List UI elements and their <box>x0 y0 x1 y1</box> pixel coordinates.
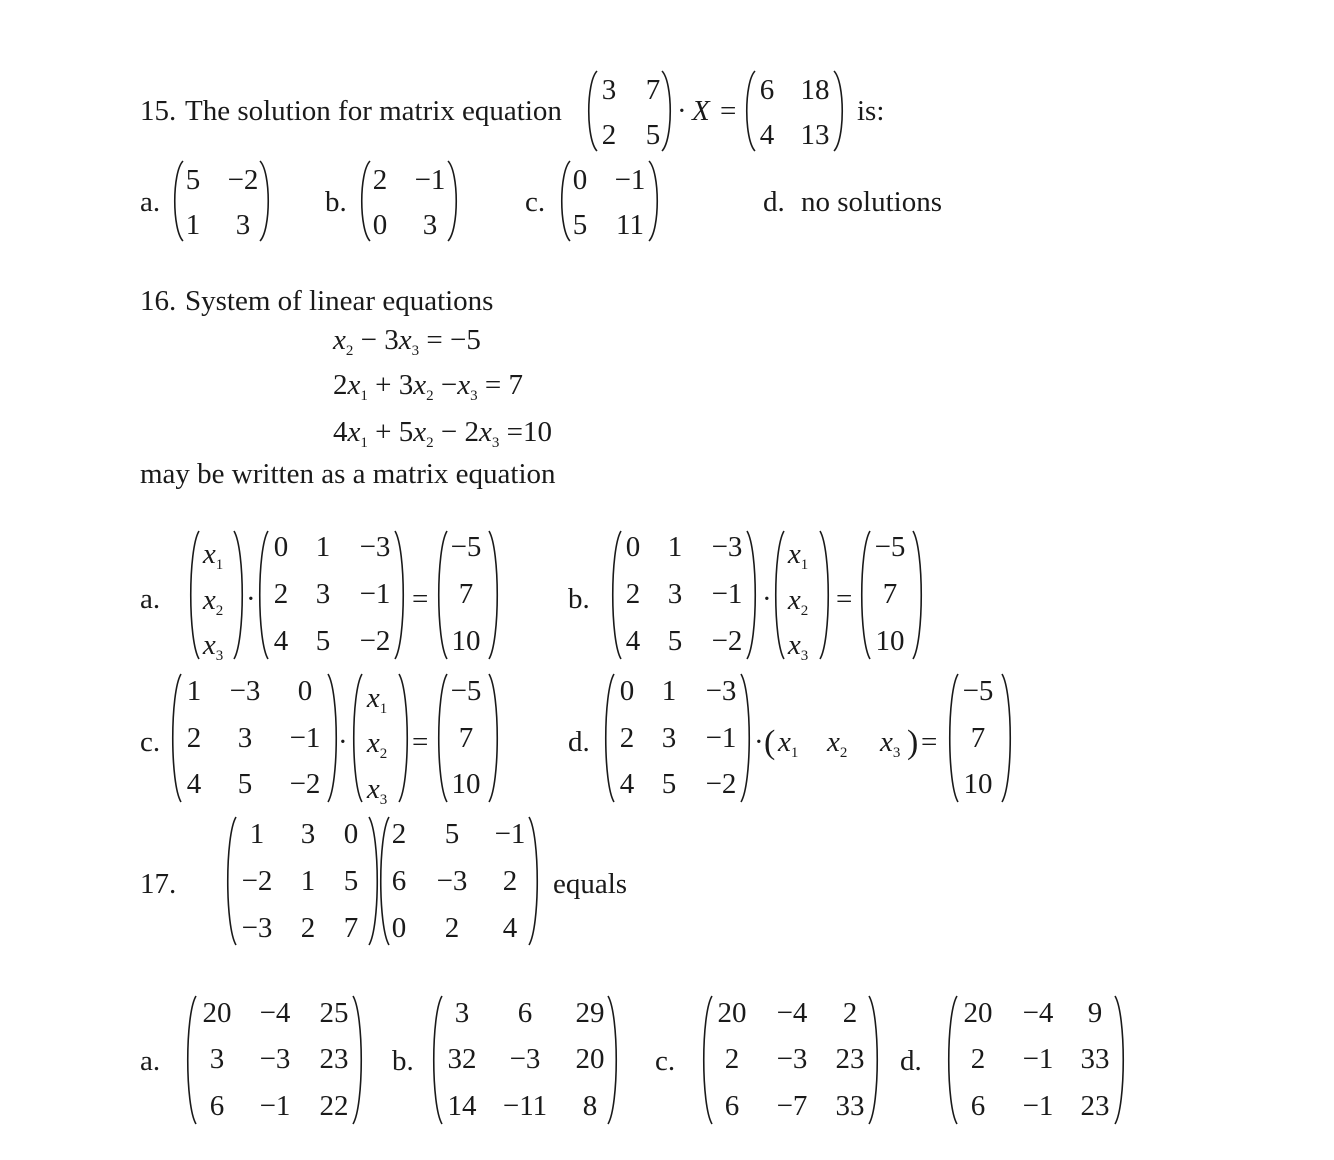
equation-term <box>333 369 360 401</box>
q17-option-1-letter: b. <box>392 1045 414 1077</box>
q16-option-c-rhs-left-paren <box>435 673 449 803</box>
q16-option-b-x-vector-entry <box>787 629 809 664</box>
variable-index: 2 <box>345 343 354 359</box>
q16-option-d-coeff-matrix-cell: 4 <box>619 768 635 800</box>
q16-option-d-rhs-entry: −5 <box>962 675 994 707</box>
q17-matrix-b-cell: 6 <box>391 865 407 897</box>
q16-option-d-rhs-right-paren <box>1000 673 1014 803</box>
q16-option-b-coeff-matrix-cell: −3 <box>711 531 743 563</box>
q15-number: 15. <box>140 95 177 127</box>
q17-matrix-b-cell: −1 <box>494 818 526 850</box>
q16-option-c-coeff-matrix-cell: −1 <box>289 722 321 754</box>
q15-option-0-matrix-right-paren <box>258 160 272 242</box>
q15-option-1-matrix-cell: 3 <box>422 209 438 241</box>
equation-term: − 3 <box>353 324 399 356</box>
variable-index: 3 <box>470 388 478 404</box>
q17-option-3-matrix-cell: 6 <box>970 1090 986 1122</box>
q17-option-3-matrix-right-paren <box>1113 995 1127 1125</box>
variable: x <box>787 538 801 570</box>
q17-option-2-matrix-right-paren <box>867 995 881 1125</box>
coefficient: 2 <box>333 369 348 401</box>
q15-matrix-a-cell: 3 <box>601 74 617 106</box>
variable-index: 2 <box>379 746 388 762</box>
variable: x <box>787 629 801 661</box>
q16-option-a-coeff-matrix-cell: 0 <box>273 531 289 563</box>
q16-option-a-x-vector-entry <box>202 584 224 619</box>
q16-option-a-rhs-right-paren <box>487 530 501 660</box>
q16-option-b-coeff-matrix-right-paren <box>745 530 759 660</box>
q16-option-c-x-vector-entry <box>366 727 388 762</box>
q17-option-3-matrix-cell: −4 <box>1022 997 1054 1029</box>
q15-matrix-a-cell: 5 <box>645 119 661 151</box>
q16-option-c-x-vector-left-paren <box>350 673 364 803</box>
q16-option-b-rhs-entry: −5 <box>874 531 906 563</box>
q17-option-0-matrix-cell: −1 <box>259 1090 291 1122</box>
variable: x <box>787 584 801 616</box>
q16-option-a-coeff-matrix-cell: 3 <box>315 578 331 610</box>
q16-option-b-coeff-matrix-cell: 4 <box>625 625 641 657</box>
q16-option-d-coeff-matrix-left-paren <box>602 673 616 803</box>
q17-matrix-b-cell: 2 <box>444 912 460 944</box>
q16-option-a-rhs-entry: 10 <box>451 625 481 657</box>
q17-option-3-matrix-cell: −1 <box>1022 1043 1054 1075</box>
q16-option-b-x-vector-right-paren <box>818 530 832 660</box>
variable: x <box>366 773 380 805</box>
q15-option-1-matrix-cell: 2 <box>372 164 388 196</box>
q15-option-0-matrix-cell: 1 <box>185 209 201 241</box>
q16-option-a-dot: · <box>246 583 256 615</box>
q15-matrix-b-left-paren <box>743 70 757 152</box>
q17-option-0-matrix-cell: 23 <box>319 1043 349 1075</box>
q17-option-0-matrix-right-paren <box>351 995 365 1125</box>
q16-option-d-coeff-matrix-right-paren <box>739 673 753 803</box>
q17-option-1-matrix-cell: 8 <box>582 1090 598 1122</box>
equation-term: + 3 <box>367 369 414 401</box>
q17-matrix-b-cell: 2 <box>391 818 407 850</box>
variable: x <box>202 629 216 661</box>
q15-matrix-a-right-paren <box>660 70 674 152</box>
q17-option-3-matrix-cell: −1 <box>1022 1090 1054 1122</box>
q15-option-0-letter: a. <box>140 186 161 218</box>
q17-option-0-matrix-cell: 25 <box>319 997 349 1029</box>
q16-option-a-equals: = <box>412 583 429 615</box>
q15-tail: is: <box>857 95 885 127</box>
equation-term: + 5 <box>367 416 414 448</box>
q17-option-3-letter: d. <box>900 1045 922 1077</box>
q16-option-b-letter: b. <box>568 583 590 615</box>
q16-option-b-coeff-matrix-cell: −1 <box>711 578 743 610</box>
variable: x <box>347 416 361 448</box>
q15-option-3-text: no solutions <box>801 186 942 218</box>
q16-option-b-x-vector-entry <box>787 538 809 573</box>
q16-option-a-coeff-matrix-right-paren <box>393 530 407 660</box>
q17-option-0-matrix-cell: 22 <box>319 1090 349 1122</box>
variable-index: 1 <box>215 557 224 573</box>
q17-option-3-matrix-left-paren <box>945 995 959 1125</box>
q15-matrix-b-cell: 4 <box>759 119 775 151</box>
equation-term: x <box>333 324 346 356</box>
variable-index: 3 <box>411 343 420 359</box>
q16-option-b-coeff-matrix-cell: 0 <box>625 531 641 563</box>
q17-option-1-matrix-cell: 3 <box>454 997 470 1029</box>
q15-option-2-matrix-cell: 5 <box>572 209 588 241</box>
q16-option-c-rhs-entry: 7 <box>458 722 474 754</box>
q16-option-c-x-vector-right-paren <box>397 673 411 803</box>
q17-option-2-matrix-left-paren <box>700 995 714 1125</box>
q16-option-a-coeff-matrix-cell: 5 <box>315 625 331 657</box>
q16-option-c-dot: · <box>338 726 348 758</box>
q15-option-0-matrix-left-paren <box>171 160 185 242</box>
variable-index: 3 <box>491 435 500 451</box>
q16-option-b-coeff-matrix-cell: 5 <box>667 625 683 657</box>
equation-term: x <box>413 416 427 448</box>
q15-option-2-letter: c. <box>525 186 546 218</box>
equation-term: =10 <box>499 416 552 448</box>
variable: x <box>366 682 380 714</box>
q15-option-1-matrix-cell: 0 <box>372 209 388 241</box>
q16-option-a-coeff-matrix-cell: −2 <box>359 625 391 657</box>
variable-index: 2 <box>215 603 224 619</box>
q16-option-c-x-vector-entry <box>366 773 388 808</box>
q16-option-a-coeff-matrix-cell: 1 <box>315 531 331 563</box>
q16-option-d-coeff-matrix-cell: 0 <box>619 675 635 707</box>
variable-index: 2 <box>426 388 434 404</box>
q17-option-1-matrix-cell: −11 <box>502 1090 548 1122</box>
q16-option-a-x-vector-entry <box>202 629 224 664</box>
q15-option-2-matrix-cell: −1 <box>614 164 646 196</box>
variable-index: 3 <box>215 648 224 664</box>
q16-option-d-row-right-paren: ) <box>907 724 919 761</box>
q17-matrix-a-cell: −2 <box>241 865 273 897</box>
q16-option-c-coeff-matrix-cell: 5 <box>237 768 253 800</box>
q15-matrix-a-left-paren <box>585 70 599 152</box>
q17-option-0-matrix-left-paren <box>184 995 198 1125</box>
q17-option-1-matrix-cell: 14 <box>447 1090 477 1122</box>
variable-index: 3 <box>800 648 809 664</box>
q17-option-1-matrix-cell: 29 <box>575 997 605 1029</box>
q16-option-d-coeff-matrix-cell: −3 <box>705 675 737 707</box>
q17-option-1-matrix-cell: 20 <box>575 1043 605 1075</box>
q17-option-1-matrix-cell: 6 <box>517 997 533 1029</box>
q16-option-d-coeff-matrix-cell: 2 <box>619 722 635 754</box>
variable: x <box>827 726 840 758</box>
variable-index: 2 <box>800 603 809 619</box>
q16-option-d-letter: d. <box>568 726 590 758</box>
q16-option-d-row-left-paren: ( <box>764 724 776 761</box>
q15-option-3-letter: d. <box>763 186 785 218</box>
q16-prompt: System of linear equations <box>185 285 494 317</box>
q15-matrix-b-cell: 13 <box>800 119 830 151</box>
q16-option-d-coeff-matrix-cell: 3 <box>661 722 677 754</box>
q16-option-c-coeff-matrix-cell: −2 <box>289 768 321 800</box>
q16-option-d-rhs-entry: 7 <box>970 722 986 754</box>
q16-option-d-row-entry <box>880 726 901 761</box>
q16-option-c-coeff-matrix-cell: −3 <box>229 675 261 707</box>
q17-matrix-b-cell: 0 <box>391 912 407 944</box>
q16-option-a-coeff-matrix-left-paren <box>256 530 270 660</box>
q17-option-0-letter: a. <box>140 1045 161 1077</box>
q15-x-variable: X <box>692 95 710 127</box>
q15-equals: = <box>720 95 737 127</box>
q17-option-3-matrix-cell: 2 <box>970 1043 986 1075</box>
coefficient: 4 <box>333 416 348 448</box>
q16-equation <box>333 416 552 451</box>
q17-matrix-a-cell: 1 <box>300 865 316 897</box>
equation-term: = 7 <box>477 369 523 401</box>
equation-term: x <box>478 416 492 448</box>
q15-option-0-matrix-cell: 3 <box>235 209 251 241</box>
q16-option-a-rhs-left-paren <box>435 530 449 660</box>
q17-option-0-matrix-cell: −4 <box>259 997 291 1029</box>
q16-option-b-rhs-entry: 7 <box>882 578 898 610</box>
equation-term: x <box>413 369 427 401</box>
q16-equation <box>333 324 481 359</box>
q17-option-1-matrix-cell: 32 <box>447 1043 477 1075</box>
q16-option-b-rhs-left-paren <box>858 530 872 660</box>
q17-matrix-a-cell: 3 <box>300 818 316 850</box>
variable-index: 3 <box>892 745 901 761</box>
variable: x <box>366 727 380 759</box>
q17-matrix-b-cell: 4 <box>502 912 518 944</box>
q16-option-c-letter: c. <box>140 726 161 758</box>
q16-option-b-x-vector-left-paren <box>772 530 786 660</box>
q15-matrix-a-cell: 2 <box>601 119 617 151</box>
q15-option-1-matrix-right-paren <box>446 160 460 242</box>
q16-prompt-continued: may be written as a matrix equation <box>140 458 556 490</box>
q16-option-a-x-vector-entry <box>202 538 224 573</box>
q16-option-d-row-entry <box>827 726 848 761</box>
variable-index: 1 <box>790 745 799 761</box>
equation-term: = −5 <box>419 324 481 356</box>
q15-option-1-matrix-cell: −1 <box>414 164 446 196</box>
q16-option-b-coeff-matrix-left-paren <box>609 530 623 660</box>
q16-option-b-rhs-entry: 10 <box>875 625 905 657</box>
q17-option-3-matrix-cell: 33 <box>1080 1043 1110 1075</box>
q16-option-c-x-vector-entry <box>366 682 388 717</box>
q16-option-c-coeff-matrix-cell: 1 <box>186 675 202 707</box>
variable-index: 3 <box>379 792 388 808</box>
q15-matrix-a-cell: 7 <box>645 74 661 106</box>
q17-option-1-matrix-right-paren <box>606 995 620 1125</box>
variable-index: 1 <box>360 435 368 451</box>
q16-option-b-rhs-right-paren <box>911 530 925 660</box>
q15-option-2-matrix-cell: 11 <box>616 209 644 241</box>
q17-matrix-a-cell: −3 <box>241 912 273 944</box>
q17-tail: equals <box>553 868 628 900</box>
q16-option-b-coeff-matrix-cell: 1 <box>667 531 683 563</box>
q16-option-c-coeff-matrix-left-paren <box>169 673 183 803</box>
q15-matrix-b-cell: 18 <box>800 74 830 106</box>
q17-option-0-matrix-cell: 3 <box>209 1043 225 1075</box>
q16-option-c-coeff-matrix-cell: 3 <box>237 722 253 754</box>
q17-matrix-a-cell: 5 <box>343 865 359 897</box>
q16-equation <box>333 369 523 404</box>
q17-option-3-matrix-cell: 9 <box>1087 997 1103 1029</box>
q16-option-b-coeff-matrix-cell: −2 <box>711 625 743 657</box>
variable-index: 1 <box>800 557 809 573</box>
q17-option-0-matrix-cell: 6 <box>209 1090 225 1122</box>
q17-option-2-matrix-cell: 20 <box>717 997 747 1029</box>
q16-option-b-x-vector-entry <box>787 584 809 619</box>
q16-option-a-coeff-matrix-cell: −3 <box>359 531 391 563</box>
q16-option-b-dot: · <box>762 583 772 615</box>
variable-index: 2 <box>839 745 848 761</box>
equation-term <box>333 416 360 448</box>
q15-dot: · <box>677 95 687 127</box>
variable: x <box>880 726 893 758</box>
q15-matrix-b-cell: 6 <box>759 74 775 106</box>
q16-option-a-coeff-matrix-cell: 2 <box>273 578 289 610</box>
q15-option-0-matrix-cell: −2 <box>227 164 259 196</box>
variable: x <box>202 584 216 616</box>
q17-option-2-matrix-cell: 23 <box>835 1043 865 1075</box>
q17-matrix-b-left-paren <box>377 816 391 946</box>
q15-option-2-matrix-cell: 0 <box>572 164 588 196</box>
q17-option-3-matrix-cell: 20 <box>963 997 993 1029</box>
q16-option-a-coeff-matrix-cell: −1 <box>359 578 391 610</box>
q16-option-c-coeff-matrix-cell: 4 <box>186 768 202 800</box>
q16-option-d-rhs-entry: 10 <box>963 768 993 800</box>
q15-option-1-matrix-left-paren <box>358 160 372 242</box>
q16-option-d-rhs-left-paren <box>946 673 960 803</box>
q16-option-b-coeff-matrix-cell: 2 <box>625 578 641 610</box>
q15-option-1-letter: b. <box>325 186 347 218</box>
q17-option-2-matrix-cell: 2 <box>842 997 858 1029</box>
q17-matrix-a-cell: 7 <box>343 912 359 944</box>
q17-matrix-a-cell: 0 <box>343 818 359 850</box>
q17-option-3-matrix-cell: 23 <box>1080 1090 1110 1122</box>
q17-matrix-b-cell: −3 <box>436 865 468 897</box>
q16-option-c-rhs-right-paren <box>487 673 501 803</box>
variable: x <box>202 538 216 570</box>
q17-option-0-matrix-cell: 20 <box>202 997 232 1029</box>
q17-option-2-matrix-cell: 2 <box>724 1043 740 1075</box>
equation-term: − <box>433 369 458 401</box>
equation-term: − 2 <box>433 416 479 448</box>
q16-option-a-coeff-matrix-cell: 4 <box>273 625 289 657</box>
q16-option-c-coeff-matrix-cell: 0 <box>297 675 313 707</box>
equation-term: x <box>398 324 412 356</box>
q17-option-0-matrix-cell: −3 <box>259 1043 291 1075</box>
q17-option-2-matrix-cell: −3 <box>776 1043 808 1075</box>
q15-option-2-matrix-left-paren <box>558 160 572 242</box>
q16-option-c-rhs-entry: −5 <box>450 675 482 707</box>
q16-option-b-coeff-matrix-cell: 3 <box>667 578 683 610</box>
q15-option-0-matrix-cell: 5 <box>185 164 201 196</box>
q17-option-2-matrix-cell: 33 <box>835 1090 865 1122</box>
q16-option-d-coeff-matrix-cell: −2 <box>705 768 737 800</box>
q16-option-d-row-entry <box>778 726 799 761</box>
q17-option-2-matrix-cell: −7 <box>776 1090 808 1122</box>
variable: x <box>347 369 361 401</box>
q17-matrix-a-cell: 1 <box>249 818 265 850</box>
equation-term: x <box>457 369 471 401</box>
q16-option-a-x-vector-left-paren <box>187 530 201 660</box>
q15-option-2-matrix-right-paren <box>647 160 661 242</box>
q17-matrix-b-cell: 5 <box>444 818 460 850</box>
q17-option-1-matrix-cell: −3 <box>509 1043 541 1075</box>
q16-option-c-coeff-matrix-cell: 2 <box>186 722 202 754</box>
q17-option-1-matrix-left-paren <box>430 995 444 1125</box>
q16-option-a-rhs-entry: 7 <box>458 578 474 610</box>
q16-option-a-x-vector-right-paren <box>232 530 246 660</box>
q17-option-2-letter: c. <box>655 1045 676 1077</box>
q16-option-d-equals: = <box>921 726 938 758</box>
q17-option-2-matrix-cell: −4 <box>776 997 808 1029</box>
q16-option-d-coeff-matrix-cell: 1 <box>661 675 677 707</box>
q16-option-a-rhs-entry: −5 <box>450 531 482 563</box>
q16-option-d-coeff-matrix-cell: 5 <box>661 768 677 800</box>
q17-matrix-b-right-paren <box>527 816 541 946</box>
q16-option-c-rhs-entry: 10 <box>451 768 481 800</box>
variable-index: 1 <box>379 701 388 717</box>
q16-option-c-equals: = <box>412 726 429 758</box>
variable: x <box>778 726 791 758</box>
q17-number: 17. <box>140 868 177 900</box>
q17-option-2-matrix-cell: 6 <box>724 1090 740 1122</box>
q16-option-a-letter: a. <box>140 583 161 615</box>
q15-matrix-b-right-paren <box>832 70 846 152</box>
q17-matrix-a-left-paren <box>224 816 238 946</box>
q16-option-b-equals: = <box>836 583 853 615</box>
q16-number: 16. <box>140 285 177 317</box>
q17-matrix-b-cell: 2 <box>502 865 518 897</box>
q15-prompt: The solution for matrix equation <box>185 95 562 127</box>
variable-index: 1 <box>360 388 368 404</box>
variable-index: 2 <box>426 435 434 451</box>
q17-matrix-a-cell: 2 <box>300 912 316 944</box>
q16-option-d-dot: · <box>754 726 764 758</box>
q16-option-d-coeff-matrix-cell: −1 <box>705 722 737 754</box>
